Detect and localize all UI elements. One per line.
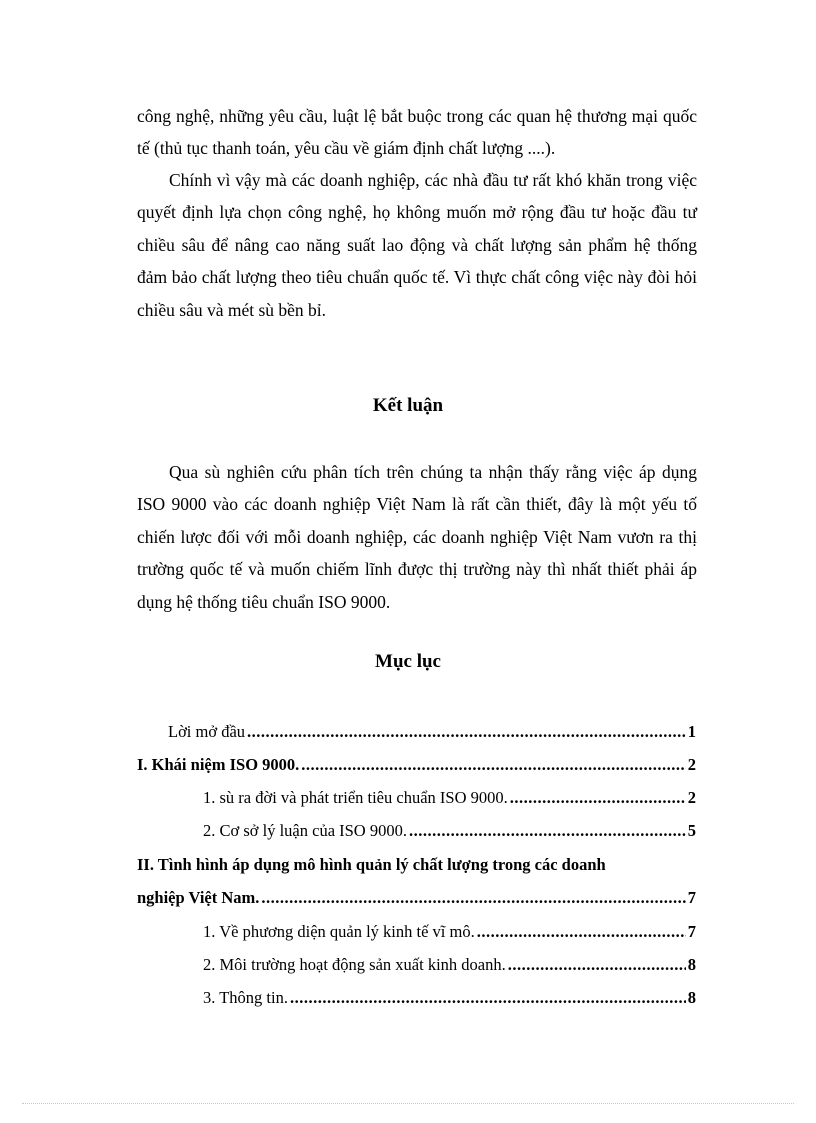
- conclusion-paragraph: Qua sù nghiên cứu phân tích trên chúng ta nhận thấy rằng việc áp dụng ISO 9000 vào các doanh nghiệp Việt Nam là rất cần thiết, đây là một yếu tố chiến lược đối với mỗi doanh nghiệp, các doanh nghiệp Việt Nam vươn ra thị trường quốc tế và muốn chiếm lĩnh được thị trường này thì nhất thiết phải áp dụng hệ thống tiêu chuẩn ISO 9000.: [137, 462, 697, 612]
- toc-page-number: 1: [687, 722, 696, 741]
- toc-leader-dots: [301, 755, 685, 775]
- toc-page-number: 8: [687, 988, 696, 1007]
- toc-page-number: 2: [687, 755, 696, 774]
- toc-entry-s2-item1[interactable]: [203, 922, 696, 946]
- toc-leader-dots: [261, 888, 685, 908]
- toc-leader-dots: [247, 722, 686, 742]
- toc-page-number: 7: [687, 922, 696, 941]
- toc-entry-s1-item2[interactable]: [203, 821, 696, 845]
- toc-entry-title: 2. Cơ sở lý luận của ISO 9000.: [203, 821, 407, 840]
- toc-entry-s2-item3[interactable]: [203, 988, 696, 1012]
- toc-entry-title: 2. Môi trường hoạt động sản xuất kinh doanh.: [203, 955, 506, 974]
- toc-entry-title: 1. Về phương diện quản lý kinh tế vĩ mô.: [203, 922, 475, 941]
- toc-leader-dots: [477, 922, 686, 942]
- body-paragraph-continuation: công nghệ, những yêu cầu, luật lệ bắt buộc trong các quan hệ thương mại quốc tế (thủ tục thanh toán, yêu cầu về giám định chất lượng ....).: [137, 106, 697, 159]
- toc-heading: Mục lục: [375, 651, 441, 672]
- toc-entry-title: 1. sù ra đời và phát triển tiêu chuẩn ISO 9000.: [203, 788, 508, 807]
- toc-entry-title: nghiệp Việt Nam.: [137, 888, 260, 907]
- toc-entry-s1-item1[interactable]: [203, 788, 696, 812]
- toc-section-1[interactable]: [137, 755, 696, 779]
- toc-entry-title: I. Khái niệm ISO 9000.: [137, 755, 300, 774]
- toc-leader-dots: [508, 955, 686, 975]
- toc-section-2-line1[interactable]: II. Tình hình áp dụng mô hình quản lý chất lượng trong các doanh: [137, 855, 606, 874]
- toc-section-2[interactable]: [137, 888, 696, 912]
- toc-page-number: 8: [687, 955, 696, 974]
- toc-entry-s2-item2[interactable]: [203, 955, 696, 979]
- toc-leader-dots: [409, 821, 686, 841]
- toc-page-number: 7: [687, 888, 696, 907]
- toc-page-number: 2: [687, 788, 696, 807]
- toc-page-number: 5: [687, 821, 696, 840]
- conclusion-heading: Kết luận: [372, 395, 444, 416]
- toc-entry-title: Lời mở đầu: [168, 722, 246, 741]
- toc-entry-intro[interactable]: [168, 722, 696, 746]
- toc-leader-dots: [510, 788, 686, 808]
- body-paragraph-investment: Chính vì vậy mà các doanh nghiệp, các nhà đầu tư rất khó khăn trong việc quyết định lựa chọn công nghệ, họ không muốn mở rộng đầu tư hoặc đầu tư chiều sâu để nâng cao năng suất lao động và chất lượng sản phẩm hệ thống đảm bảo chất lượng theo tiêu chuẩn quốc tế. Vì thực chất công việc này đòi hỏi chiều sâu và mét sù bền bỉ.: [137, 170, 697, 320]
- toc-leader-dots: [290, 988, 686, 1008]
- toc-entry-title: 3. Thông tin.: [203, 988, 288, 1007]
- page-bottom-divider: [22, 1103, 794, 1104]
